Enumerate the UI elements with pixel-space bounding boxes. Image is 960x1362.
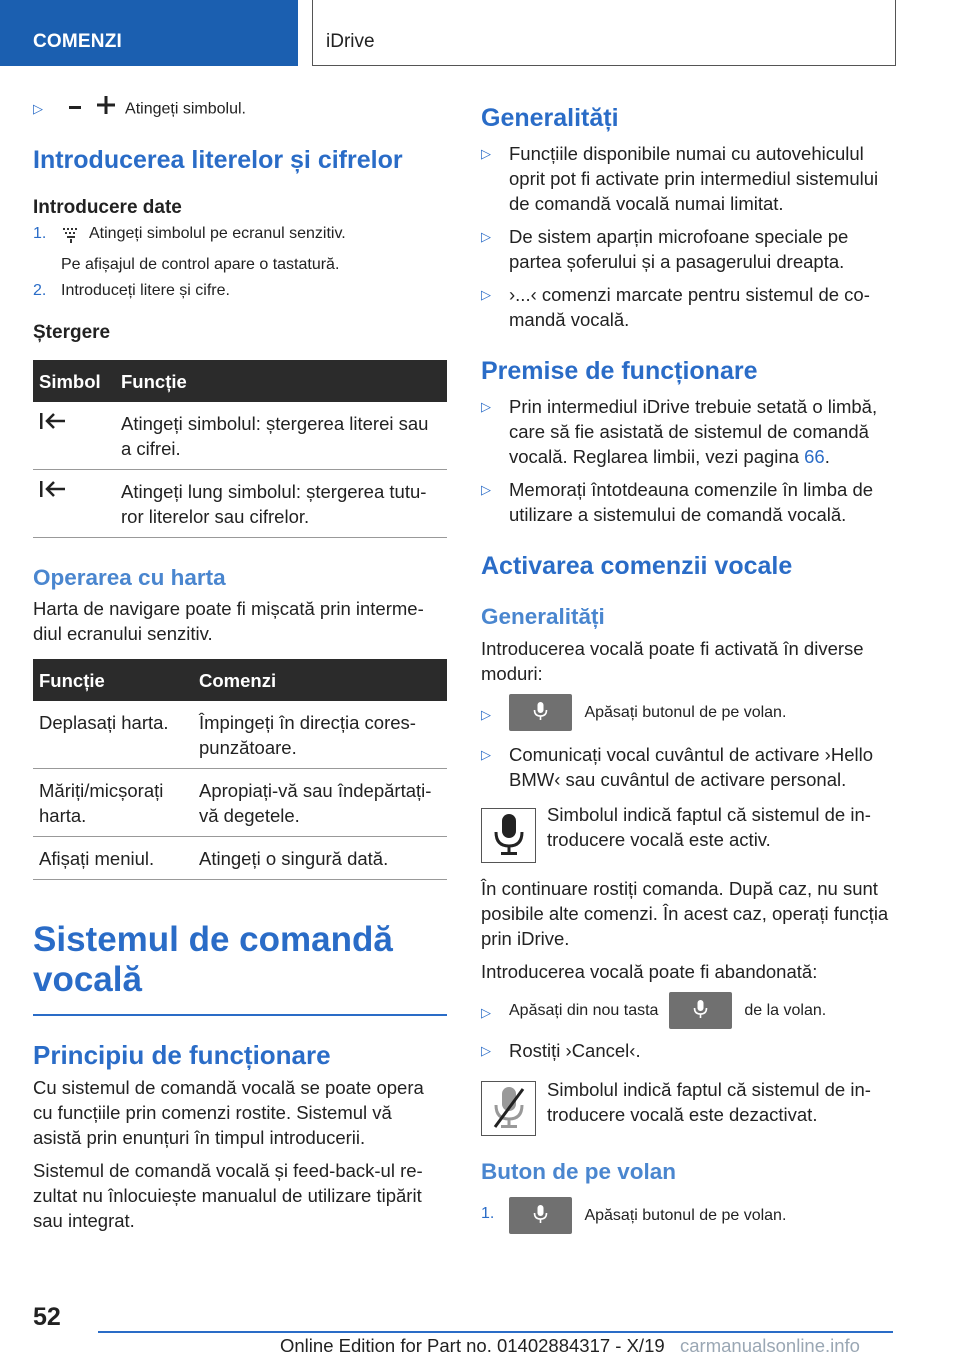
cell-line: Măriți/micșorați xyxy=(39,780,164,801)
text-line: Harta de navigare poate fi mișcată prin interme- xyxy=(33,598,424,619)
heading-button: Buton de pe volan xyxy=(481,1159,677,1184)
mic-muted-icon xyxy=(481,1081,536,1136)
heading-voice-line1: Sistemul de comandă xyxy=(33,920,393,959)
list-item xyxy=(481,992,901,1032)
map-text xyxy=(33,596,447,646)
bullet-triangle-icon: ▷ xyxy=(481,707,491,722)
table-header-row xyxy=(33,360,447,402)
step-text: Apăsați butonul de pe volan. xyxy=(584,1206,787,1224)
activate-intro xyxy=(481,636,901,686)
heading-letters: Introducerea literelor și cifrelor xyxy=(33,146,403,174)
heading-principle: Principiu de funcționare xyxy=(33,1039,331,1070)
principle-text xyxy=(33,1075,447,1150)
cell-line: ror literelor sau cifrelor. xyxy=(121,506,310,527)
text-line: sau integrat. xyxy=(33,1209,135,1231)
list-item xyxy=(481,477,901,527)
page-header xyxy=(0,0,960,66)
bullet-triangle-icon: ▷ xyxy=(481,399,491,414)
cell-line: punzătoare. xyxy=(199,737,297,758)
right-column xyxy=(481,104,901,1237)
step-1 xyxy=(33,225,447,248)
text-line: oprit pot fi activate prin intermediul sistemului xyxy=(509,168,879,189)
table-header: Simbol xyxy=(33,360,115,402)
mic-button-icon xyxy=(509,694,572,731)
table-cell xyxy=(115,470,447,538)
step-text: de la volan. xyxy=(744,1001,827,1019)
cell-line: harta. xyxy=(39,805,87,826)
text-line: Memorați întotdeauna comenzile în limba de xyxy=(509,479,874,500)
mic-button-icon xyxy=(669,992,732,1029)
table-cell xyxy=(193,701,447,769)
bullet-triangle-icon: ▷ xyxy=(481,1005,491,1020)
list-item xyxy=(481,394,901,469)
text-line: asistă prin enunțuri în timpul introducerii. xyxy=(33,1126,366,1148)
mic-active-icon xyxy=(481,808,536,863)
step-number: 2. xyxy=(33,282,47,299)
text-line: Rostiți ›Cancel‹. xyxy=(509,1040,641,1061)
continue-text xyxy=(481,876,901,951)
bullet-triangle-icon: ▷ xyxy=(481,747,491,762)
abandon-text: Introducerea vocală poate fi abandonată: xyxy=(481,961,818,982)
cell-line: Deplasați harta. xyxy=(39,712,169,733)
heading-voice-line2: vocală xyxy=(33,960,142,999)
text-span: vocală. Reglarea limbii, vezi pagina xyxy=(509,446,805,467)
step-text: Apăsați din nou tasta xyxy=(509,1001,659,1019)
watermark: carmanualsonline.info xyxy=(680,1335,860,1356)
backspace-icon xyxy=(39,414,67,435)
text-line: moduri: xyxy=(481,663,543,684)
text-line: Comunicați vocal cuvântul de activare ›Hello xyxy=(509,744,874,765)
text-line: partea șoferului și a pasagerului dreapta. xyxy=(509,251,845,272)
minus-icon xyxy=(69,106,81,109)
table-row xyxy=(33,837,447,880)
bullet-triangle-icon: ▷ xyxy=(481,287,491,302)
heading-map: Operarea cu harta xyxy=(33,565,226,590)
heading-prereq: Premise de funcționare xyxy=(481,357,758,385)
cell-line: vă degetele. xyxy=(199,805,300,826)
bullet-triangle-icon: ▷ xyxy=(481,146,491,161)
input-steps xyxy=(33,225,447,300)
table-row xyxy=(33,701,447,769)
mic-inactive-note xyxy=(481,1077,901,1137)
text-line: utilizare a sistemului de comandă vocală. xyxy=(509,504,847,525)
delete-table xyxy=(33,360,447,538)
text-line: prin iDrive. xyxy=(481,928,570,949)
footer-divider xyxy=(98,1331,893,1333)
step-number: 1. xyxy=(481,1205,495,1222)
table-cell xyxy=(33,701,193,769)
text-line: vocală. Reglarea limbii, vezi pagina 66. xyxy=(509,446,830,467)
feedback-text xyxy=(33,1158,447,1233)
bullet-triangle-icon: ▷ xyxy=(33,101,43,116)
bullet-triangle-icon: ▷ xyxy=(481,482,491,497)
table-header: Comenzi xyxy=(193,659,447,701)
chapter-title: iDrive xyxy=(312,0,896,66)
table-row xyxy=(33,402,447,470)
text-line: Sistemul de comandă vocală și feed-back-ul re- xyxy=(33,1159,423,1181)
text-line: Cu sistemul de comandă vocală se poate opera xyxy=(33,1076,424,1098)
list-item xyxy=(481,282,901,332)
cell-line: Atingeți lung simbolul: ștergerea tutu- xyxy=(121,481,427,502)
text-line: troducere vocală este dezactivat. xyxy=(547,1104,818,1125)
table-header: Funcție xyxy=(33,659,193,701)
prereq-bullets xyxy=(481,394,901,527)
step-2 xyxy=(33,282,447,300)
step-text: Introduceți litere și cifre. xyxy=(61,282,230,299)
table-cell xyxy=(33,470,115,538)
heading-general-2: Generalități xyxy=(481,604,605,629)
text-line: Simbolul indică faptul că sistemul de in- xyxy=(547,1079,871,1100)
text-line: cu funcțiile prin comenzi rostite. Sistemul vă xyxy=(33,1101,392,1123)
text-line: Funcțiile disponibile numai cu autovehiculul xyxy=(509,143,864,164)
cell-line: Împingeți în direcția cores- xyxy=(199,712,416,733)
bullet-triangle-icon: ▷ xyxy=(481,1043,491,1058)
step-text: Pe afișajul de control apare o tastatură. xyxy=(61,256,340,273)
heading-activate: Activarea comenzii vocale xyxy=(481,552,793,580)
text-line: Introducerea vocală poate fi activată în diverse xyxy=(481,638,864,659)
text-line: de comandă vocală numai limitat. xyxy=(509,193,784,214)
text-line: posibile alte comenzi. În acest caz, operați funcția xyxy=(481,903,889,924)
list-item xyxy=(481,224,901,274)
voice-title xyxy=(33,920,447,1000)
keyboard-icon xyxy=(61,227,81,248)
table-cell xyxy=(33,769,193,837)
table-cell xyxy=(193,769,447,837)
mic-button-icon xyxy=(509,1197,572,1234)
divider xyxy=(33,1014,447,1016)
heading-delete: Ștergere xyxy=(33,322,111,343)
text-line: În continuare rostiți comanda. După caz, nu sunt xyxy=(481,878,878,899)
table-row xyxy=(33,470,447,538)
table-cell xyxy=(193,837,447,880)
list-item xyxy=(481,694,901,734)
table-cell xyxy=(33,402,115,470)
step-text: Apăsați butonul de pe volan. xyxy=(584,703,787,721)
table-header-row xyxy=(33,659,447,701)
edition-text: Online Edition for Part no. 01402884317 - X/19 xyxy=(280,1335,665,1356)
text-line: De sistem aparțin microfoane speciale pe xyxy=(509,226,849,247)
text-line: care să fie asistată de sistemul de comandă xyxy=(509,421,869,442)
bullet-triangle-icon: ▷ xyxy=(481,229,491,244)
plus-icon xyxy=(97,96,115,119)
text-line: troducere vocală este activ. xyxy=(547,829,771,850)
section-tab: COMENZI xyxy=(0,0,298,66)
heading-input: Introducere date xyxy=(33,197,182,218)
text-line: Prin intermediul iDrive trebuie setată o limbă, xyxy=(509,396,878,417)
cell-line: Atingeți o singură dată. xyxy=(199,848,389,869)
step-number: 1. xyxy=(33,225,47,242)
cell-line: Atingeți simbolul: ștergerea literei sau xyxy=(121,413,429,434)
list-item xyxy=(481,742,901,792)
page-link[interactable]: 66 xyxy=(804,446,825,467)
text-line: BMW‹ sau cuvântul de activare personal. xyxy=(509,769,847,790)
left-column xyxy=(33,96,447,1233)
table-cell xyxy=(115,402,447,470)
text-line: ›...‹ comenzi marcate pentru sistemul de co- xyxy=(509,284,870,305)
table-header: Funcție xyxy=(115,360,447,402)
list-item xyxy=(481,1038,901,1063)
text-line: zultat nu înlocuiește manualul de utilizare tipărit xyxy=(33,1184,422,1206)
table-row xyxy=(33,769,447,837)
step-text: Atingeți simbolul pe ecranul senzitiv. xyxy=(89,225,346,242)
text-line: diul ecranului senzitiv. xyxy=(33,623,213,644)
cell-line: Apropiați-vă sau îndepărtați- xyxy=(199,780,432,801)
text-line: mandă vocală. xyxy=(509,309,630,330)
button-step-1 xyxy=(481,1197,901,1237)
map-table xyxy=(33,659,447,880)
list-item xyxy=(481,141,901,216)
zoom-text: Atingeți simbolul. xyxy=(125,100,246,118)
heading-general: Generalități xyxy=(481,104,619,132)
mic-active-note xyxy=(481,802,901,862)
cell-line: Afișați meniul. xyxy=(39,848,155,869)
backspace-icon xyxy=(39,482,67,503)
page-number: 52 xyxy=(33,1303,61,1331)
cell-line: a cifrei. xyxy=(121,438,181,459)
zoom-bullet xyxy=(33,96,447,123)
text-line: Simbolul indică faptul că sistemul de in- xyxy=(547,804,871,825)
general-bullets xyxy=(481,141,901,332)
table-cell xyxy=(33,837,193,880)
step-1-note xyxy=(33,256,447,274)
